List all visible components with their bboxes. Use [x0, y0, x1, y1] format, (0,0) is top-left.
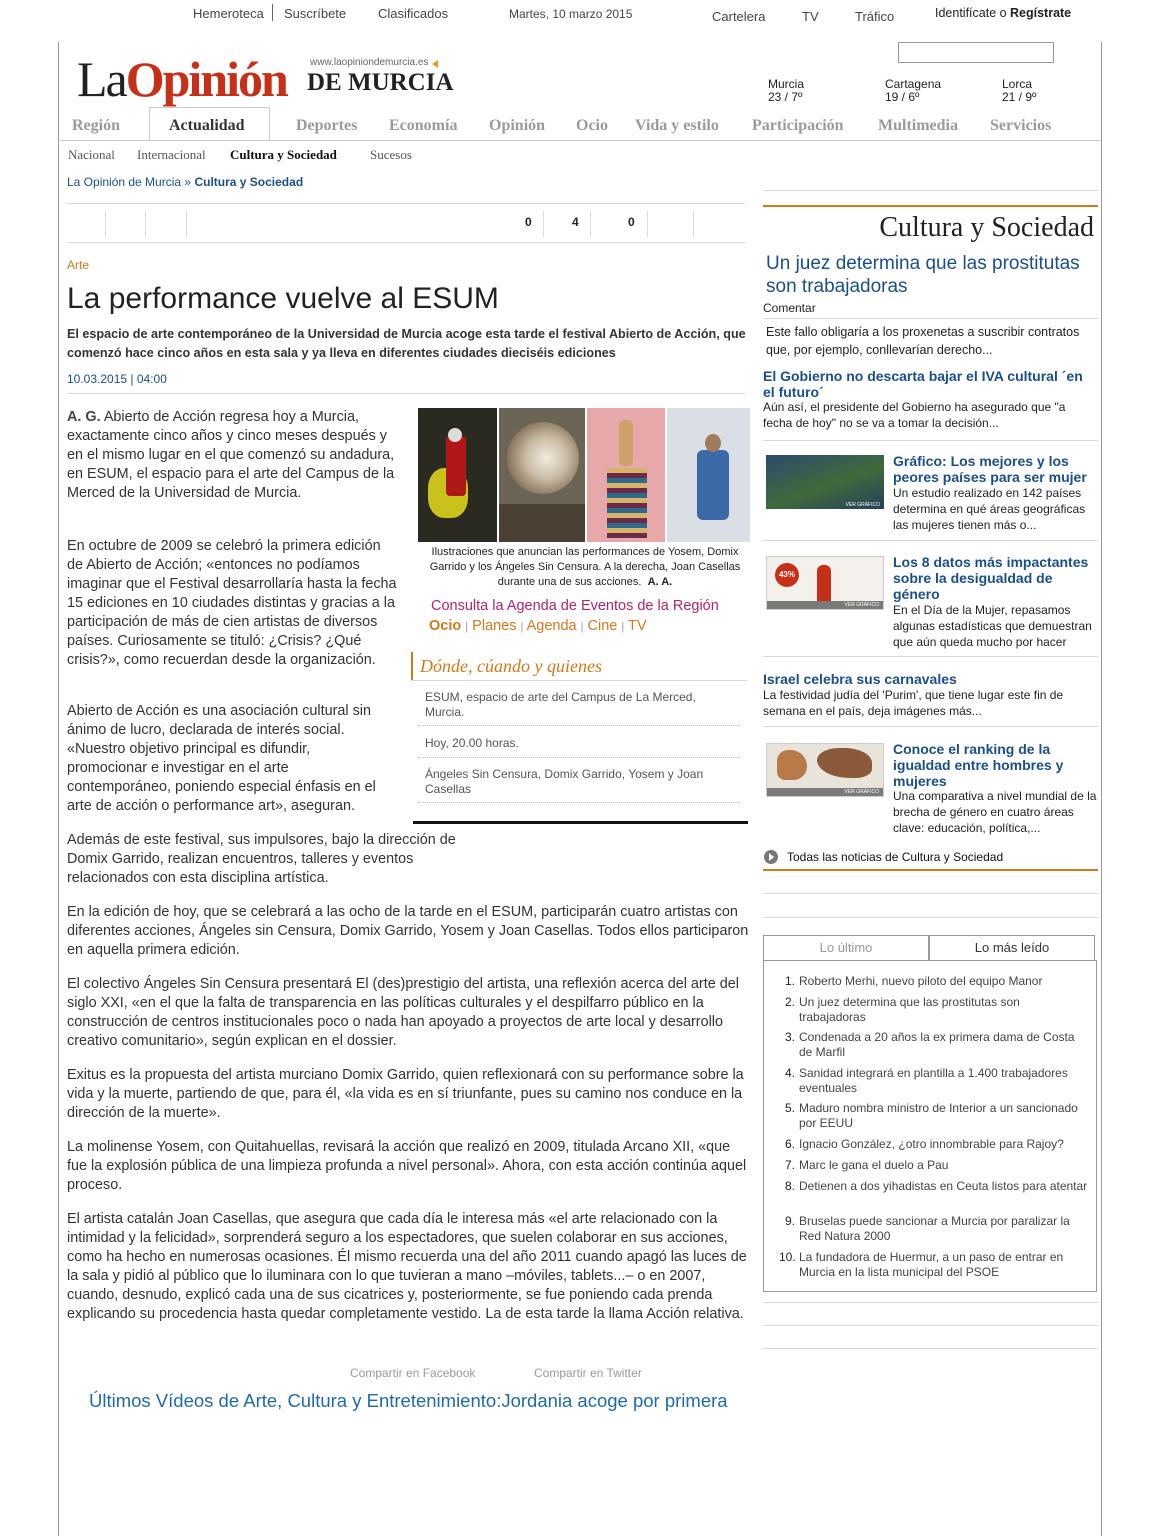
- gender-stats-thumbnail[interactable]: [766, 556, 884, 610]
- frame-border-left: [58, 42, 59, 1536]
- share-divider: [647, 211, 648, 237]
- agenda-separator: |: [621, 621, 625, 633]
- divider: [272, 4, 273, 21]
- article-paragraph: El artista catalán Joan Casellas, que asegura que cada día le interesa más «el arte relacionado con la intimidad y la felicidad», sorprenderá seguro a los espectadores, que suelen colaborar en sus acciones, como ha hecho en numerosas ocasiones. Él mismo recuerda una del año 2011 cuando apagó las luces de la sala y pidió al público que lo iluminara con lo que tuvieran a mano –móviles, tablets...– o en 2007, cuando, desnudo, explicó cada una de sus cicatrices y, posteriormente, se fue poniendo cada prenda explicando su procedencia hasta quedar completamente vestido. La de esta tarde la llama Acción relativa.: [67, 1211, 747, 1322]
- rank-number: 10.: [779, 1250, 796, 1264]
- subnav-sucesos[interactable]: Sucesos: [370, 147, 412, 162]
- rank-number: 7.: [784, 1158, 795, 1172]
- article-paragraph: Además de este festival, sus impulsores, bajo la dirección de Domix Garrido, realizan encuentros, talleres y eventos relacionados con esta disciplina artística.: [67, 832, 456, 886]
- suscribete-link[interactable]: Suscríbete: [284, 6, 347, 21]
- info-box-bottom-bar: [413, 821, 748, 824]
- list-item[interactable]: [784, 974, 1089, 989]
- nav-opinion[interactable]: Opinión: [489, 117, 546, 134]
- sidebar-lead-title[interactable]: Un juez determina que las prostitutas son trabajadoras: [766, 253, 1080, 297]
- sidebar-divider: [763, 726, 1098, 727]
- share-count-1[interactable]: 0: [525, 215, 532, 229]
- logo-url: www.laopiniondemurcia.es: [310, 57, 429, 68]
- info-box-title: Dónde, cúando y quienes: [420, 656, 602, 676]
- sidebar-divider: [763, 440, 1098, 441]
- share-divider: [543, 211, 544, 237]
- logo-la: La: [77, 51, 126, 107]
- thumbnail-label: VER GRÁFICO: [844, 602, 879, 608]
- thumbnail-label: VER GRÁFICO: [845, 502, 880, 508]
- info-separator: [418, 757, 740, 758]
- subnav-nacional[interactable]: Nacional: [68, 147, 115, 162]
- article-category[interactable]: Arte: [67, 258, 90, 272]
- snail-shell: [507, 422, 579, 494]
- breadcrumb: [67, 175, 303, 189]
- hemeroteca-link[interactable]: Hemeroteca: [193, 6, 264, 21]
- clasificados-link[interactable]: Clasificados: [378, 6, 449, 21]
- sidebar-news-text: Una comparativa a nivel mundial de la brecha de género en cuatro áreas clave: educación, política,...: [893, 789, 1097, 835]
- list-item[interactable]: [784, 1030, 1089, 1060]
- logo-de-murcia: DE MURCIA: [307, 69, 454, 96]
- share-bar-top: [67, 203, 745, 204]
- info-separator: [418, 725, 740, 726]
- book-stack: [607, 468, 647, 538]
- tv-link[interactable]: TV: [802, 9, 819, 24]
- share-count-2[interactable]: 4: [572, 215, 579, 229]
- nav-ocio[interactable]: Ocio: [576, 117, 608, 134]
- article-paragraph: En octubre de 2009 se celebró la primera edición de Abierto de Acción; «entonces no podíamos imaginar que el Festival desarrollaría hasta la fecha 15 ediciones en 10 ciudades distintas y gracias a la participación de más de cien artistas de diversos países. Curiosamente se tituló: ¿Crisis? ¿Qué crisis?», como recuerdan desde la organización.: [67, 538, 397, 668]
- nav-economia[interactable]: Economía: [389, 117, 458, 134]
- agenda-agenda[interactable]: Agenda: [526, 618, 577, 634]
- caption-credit: A. A.: [647, 576, 673, 588]
- info-when: Hoy, 20.00 horas.: [425, 736, 519, 750]
- list-item-text: Condenada a 20 años la ex primera dama de Costa de Marfil: [799, 1030, 1075, 1059]
- info-who: Ángeles Sin Censura, Domix Garrido, Yosem y Joan Casellas: [425, 767, 704, 796]
- date-text: Martes, 10 marzo 2015: [509, 7, 633, 21]
- ranking-map-thumbnail[interactable]: [766, 743, 884, 797]
- sidebar-news-text: La festividad judía del 'Purim', que tiene lugar este fin de semana en el país, deja imágenes más...: [763, 688, 1064, 718]
- caption-text: Ilustraciones que anuncian las performances de Yosem, Domix Garrido y los Ángeles Sin Censura. A la derecha, Joan Casellas durante una de sus acciones.: [429, 546, 741, 588]
- info-box-divider: [411, 680, 747, 681]
- nav-region[interactable]: Región: [72, 117, 120, 134]
- subnav-cultura-y-sociedad[interactable]: Cultura y Sociedad: [230, 147, 337, 162]
- performance-photo: [667, 408, 750, 542]
- share-divider: [590, 211, 591, 237]
- chevron-shape: [769, 853, 774, 861]
- article-paragraph: El colectivo Ángeles Sin Censura presentará El (des)prestigio del artista, una reflexión acerca del arte del siglo XXI, «en el que la falta de transparencia en las políticas culturales y el despilfarro público en la construcción de centros institucionales poco o nada han apoyado a proyectos de arte local y desarrollo creativo comunitario», según explican en el dossier.: [67, 976, 739, 1049]
- nav-divider: [60, 140, 1101, 141]
- breadcrumb-separator: »: [184, 175, 192, 189]
- sidebar-accent-line: [763, 205, 1098, 207]
- agenda-cine[interactable]: Cine: [587, 618, 618, 634]
- share-count-3[interactable]: 0: [628, 215, 635, 229]
- nav-participacion[interactable]: Participación: [752, 117, 844, 134]
- sidebar-divider: [763, 917, 1098, 918]
- article-subtitle: El espacio de arte contemporáneo de la Universidad de Murcia acoge esta tarde el festival Abierto de Acción, que comenzó hace cinco años en esta sala y ya lleva en diferentes ciudades dieciséis ediciones: [67, 327, 746, 360]
- weather-city: Murcia: [768, 77, 805, 91]
- weather-temp: 21 / 9º: [1002, 90, 1037, 104]
- sidebar-news-title[interactable]: Israel celebra sus carnavales: [763, 671, 957, 687]
- performance-illustration-3: [587, 408, 665, 542]
- list-item-text: Sanidad integrará en plantilla a 1.400 trabajadores eventuales: [799, 1066, 1068, 1095]
- weather-temp: 19 / 6º: [885, 90, 920, 104]
- image-caption: [420, 545, 750, 590]
- sidebar-divider: [763, 656, 1098, 657]
- figure-shape: [446, 436, 466, 496]
- sidebar-divider: [763, 1325, 1098, 1326]
- rank-number: 9.: [784, 1214, 795, 1228]
- map-continent: [817, 748, 872, 778]
- sidebar-news-title[interactable]: Gráfico: Los mejores y los peores países para ser mujer: [893, 453, 1087, 485]
- trafico-link[interactable]: Tráfico: [855, 9, 895, 24]
- sidebar-divider: [763, 1348, 1098, 1349]
- figure-head: [448, 428, 462, 442]
- share-divider: [145, 211, 146, 237]
- share-twitter-link[interactable]: Compartir en Twitter: [534, 1366, 642, 1380]
- figurine: [619, 420, 633, 466]
- share-divider: [105, 211, 106, 237]
- nav-vida-y-estilo[interactable]: Vida y estilo: [635, 117, 719, 134]
- comment-link[interactable]: Comentar: [763, 301, 816, 315]
- all-news-link[interactable]: Todas las noticias de Cultura y Sociedad: [787, 850, 1004, 864]
- weather-city: Cartagena: [885, 77, 942, 91]
- list-item-text: La fundadora de Huermur, a un paso de entrar en Murcia en la lista municipal del PSOE: [799, 1250, 1064, 1279]
- world-map-thumbnail[interactable]: [766, 455, 884, 509]
- list-item[interactable]: [784, 1137, 1089, 1152]
- list-item-text: Roberto Merhi, nuevo piloto del equipo Manor: [799, 974, 1043, 988]
- article-paragraph: En la edición de hoy, que se celebrará a las ocho de la tarde en el ESUM, participarán cuatro artistas con diferentes acciones, Ángeles sin Censura, Domix Garrido, Yosem y Joan Casellas. Todos ellos participaron en aquella primera edición.: [67, 904, 749, 958]
- performance-illustration-2: [499, 408, 585, 542]
- stat-badge: 43%: [775, 563, 799, 587]
- most-read-list: [779, 974, 1089, 1284]
- article-image[interactable]: [418, 408, 750, 542]
- tab-lo-ultimo[interactable]: Lo último: [763, 935, 929, 961]
- list-item[interactable]: [784, 1179, 1089, 1194]
- sidebar-divider: [763, 1302, 1098, 1303]
- frame-border-right: [1101, 42, 1102, 1536]
- sidebar-news-text: En el Día de la Mujer, repasamos algunas estadísticas que demuestran que aún queda mucho por hacer: [893, 603, 1092, 649]
- woman-figure-icon: [817, 565, 831, 603]
- agenda-ocio[interactable]: Ocio: [429, 618, 462, 634]
- rank-number: 6.: [784, 1137, 795, 1151]
- nav-actualidad[interactable]: Actualidad: [169, 117, 245, 134]
- list-item[interactable]: [779, 1250, 1089, 1280]
- share-divider: [693, 211, 694, 237]
- chevron-right-icon[interactable]: [764, 850, 778, 864]
- person-shape: [697, 450, 729, 520]
- list-item-text: Marc le gana el duelo a Pau: [799, 1158, 949, 1172]
- list-item[interactable]: [784, 995, 1089, 1025]
- site-logo[interactable]: [77, 50, 287, 108]
- sidebar-lead-text: Este fallo obligaría a los proxenetas a suscribir contratos que, por ejemplo, conllevarían derecho...: [766, 325, 1080, 357]
- agenda-tv[interactable]: TV: [628, 618, 647, 634]
- sidebar-news-title[interactable]: El Gobierno no descarta bajar el IVA cultural ´en el futuro´: [763, 368, 1083, 400]
- nav-multimedia[interactable]: Multimedia: [878, 117, 958, 134]
- article-paragraph: [67, 408, 397, 503]
- article-paragraph: Abierto de Acción es una asociación cultural sin ánimo de lucro, declarada de interés social. «Nuestro objetivo principal es difundir, promocionar e investigar en el arte contemporáneo, poniendo especial énfasis en el arte de acción o performance art», aseguran.: [67, 703, 376, 814]
- share-facebook-link[interactable]: Compartir en Facebook: [350, 1366, 476, 1380]
- breadcrumb-home[interactable]: La Opinión de Murcia: [67, 175, 182, 189]
- list-item[interactable]: [784, 1214, 1089, 1244]
- info-separator: [418, 802, 740, 803]
- tab-lo-mas-leido[interactable]: Lo más leído: [929, 935, 1095, 961]
- agenda-planes[interactable]: Planes: [472, 618, 517, 634]
- sidebar-accent-line: [763, 869, 1098, 871]
- article-title: La performance vuelve al ESUM: [67, 282, 499, 315]
- rank-number: 4.: [784, 1066, 795, 1080]
- map-continent: [777, 750, 807, 780]
- share-divider: [186, 211, 187, 237]
- article-paragraph: La molinense Yosem, con Quitahuellas, revisará la acción que realizó en 2009, titulada Arcano XII, «que fue la explosión pública de una limpieza profunda a nivel personal». Ahora, con esta acción continúa aquel proceso.: [67, 1139, 747, 1193]
- thumbnail-label: VER GRÁFICO: [844, 789, 879, 795]
- weather-temp: 23 / 7º: [768, 90, 803, 104]
- paragraph-text: Abierto de Acción regresa hoy a Murcia, exactamente cinco años y cinco meses después y en el mismo lugar en el que comenzó su andadura, en ESUM, el espacio para el arte del Campus de la Merced de la Universidad de Murcia.: [67, 409, 395, 501]
- agenda-link[interactable]: Consulta la Agenda de Eventos de la Región: [431, 598, 719, 614]
- list-item-text: Bruselas puede sancionar a Murcia por paralizar la Red Natura 2000: [799, 1214, 1070, 1243]
- agenda-separator: |: [520, 621, 524, 633]
- sidebar-top-divider: [763, 190, 1098, 191]
- search-input[interactable]: [898, 42, 1054, 63]
- nest-shape: [499, 504, 585, 542]
- article-paragraph: Exitus es la propuesta del artista murciano Domix Garrido, quien reflexionará con su performance sobre la vida y la muerte, partiendo de que, para él, «la vida es en sí triunfante, pues su camino nos conduce en la dirección de la muerte».: [67, 1067, 744, 1121]
- rank-number: 8.: [784, 1179, 795, 1193]
- cartelera-link[interactable]: Cartelera: [712, 9, 766, 24]
- agenda-separator: |: [465, 621, 469, 633]
- list-item-text: Un juez determina que las prostitutas son trabajadoras: [799, 995, 1020, 1024]
- agenda-separator: |: [580, 621, 584, 633]
- logo-arrow-icon: [432, 60, 438, 68]
- info-where: ESUM, espacio de arte del Campus de La Merced, Murcia.: [425, 690, 696, 719]
- sidebar-divider: [763, 893, 1098, 894]
- article-author: A. G.: [67, 409, 101, 425]
- rank-number: 5.: [784, 1101, 795, 1115]
- weather-city: Lorca: [1002, 77, 1033, 91]
- sidebar-news-title[interactable]: Los 8 datos más impactantes sobre la desigualdad de género: [893, 554, 1089, 602]
- register-link[interactable]: Regístrate: [1010, 6, 1072, 20]
- sidebar-news-text: Aún así, el presidente del Gobierno ha asegurado que "a fecha de hoy" no se va a tomar la decisión...: [763, 400, 1066, 430]
- login-link[interactable]: Identifícate o: [935, 6, 1007, 20]
- list-item[interactable]: [784, 1066, 1089, 1096]
- nav-deportes[interactable]: Deportes: [296, 117, 358, 134]
- sidebar-news-text: Un estudio realizado en 142 países determina en qué áreas geográficas las mujeres tienen más o...: [893, 486, 1086, 532]
- performance-illustration-1: [418, 408, 497, 542]
- article-date: 10.03.2015 | 04:00: [67, 372, 167, 386]
- list-item-text: Detienen a dos yihadistas en Ceuta listos para atentar: [799, 1179, 1088, 1193]
- latest-videos-link[interactable]: Últimos Vídeos de Arte, Cultura y Entretenimiento:Jordania acoge por primera: [89, 1390, 728, 1411]
- list-item[interactable]: [784, 1101, 1089, 1131]
- nav-servicios[interactable]: Servicios: [990, 117, 1052, 134]
- rank-number: 3.: [784, 1030, 795, 1044]
- date-divider: [67, 393, 745, 394]
- subnav-internacional[interactable]: Internacional: [137, 147, 206, 162]
- list-item-text: Ignacio González, ¿otro innombrable para Rajoy?: [799, 1137, 1064, 1151]
- box-accent-bar: [411, 652, 413, 680]
- sidebar-divider: [763, 540, 1098, 541]
- sidebar-divider: [763, 318, 1098, 319]
- rank-number: 1.: [784, 974, 795, 988]
- list-item[interactable]: [784, 1158, 1089, 1173]
- breadcrumb-section[interactable]: Cultura y Sociedad: [194, 175, 304, 189]
- logo-opinion: Opinión: [125, 51, 287, 107]
- agenda-tabs: [429, 618, 647, 634]
- sidebar-news-title[interactable]: Conoce el ranking de la igualdad entre hombres y mujeres: [893, 741, 1064, 789]
- sidebar-section-title[interactable]: Cultura y Sociedad: [879, 212, 1094, 243]
- share-bar-bottom: [67, 242, 745, 243]
- rank-number: 2.: [784, 995, 795, 1009]
- list-item-text: Maduro nombra ministro de Interior a un sancionado por EEUU: [799, 1101, 1078, 1130]
- person-head: [705, 434, 721, 452]
